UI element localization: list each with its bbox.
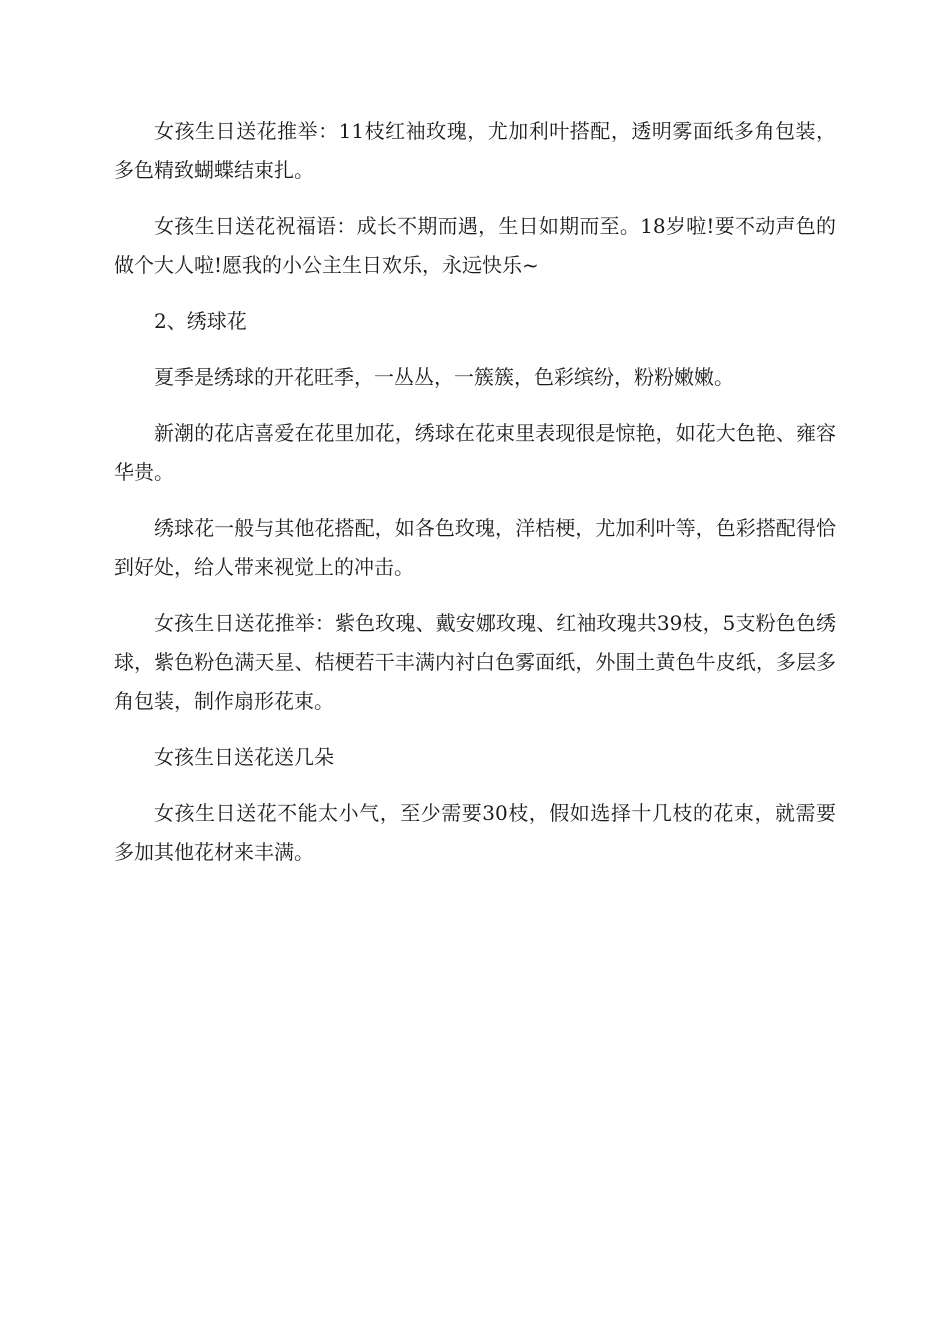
paragraph-rose-recommendation: 女孩生日送花推举：11枝红袖玫瑰，尤加利叶搭配，透明雾面纸多角包装，多色精致蝴蝶结束扎。 — [114, 119, 836, 182]
paragraph-hydrangea-season: 夏季是绣球的开花旺季，一丛丛，一簇簇，色彩缤纷，粉粉嫩嫩。 — [154, 365, 734, 389]
paragraph-how-many-flowers: 女孩生日送花不能太小气，至少需要30枝，假如选择十几枝的花束，就需要多加其他花材来丰满。 — [114, 801, 836, 864]
section-heading-hydrangea: 2、绣球花 — [154, 309, 247, 333]
paragraph-hydrangea-pairing: 绣球花一般与其他花搭配，如各色玫瑰，洋桔梗，尤加利叶等，色彩搭配得恰到好处，给人带来视觉上的冲击。 — [114, 516, 836, 579]
paragraph-hydrangea-recommendation: 女孩生日送花推举：紫色玫瑰、戴安娜玫瑰、红袖玫瑰共39枝，5支粉色色绣球，紫色粉色满天星、桔梗若干丰满内衬白色雾面纸，外围土黄色牛皮纸，多层多角包装，制作扇形花束。 — [114, 611, 836, 713]
document-body — [114, 112, 836, 872]
paragraph-birthday-wishes: 女孩生日送花祝福语：成长不期而遇，生日如期而至。18岁啦!要不动声色的做个大人啦!愿我的小公主生日欢乐，永远快乐~ — [114, 214, 836, 277]
paragraph-how-many-flowers-heading: 女孩生日送花送几朵 — [154, 745, 334, 769]
paragraph-hydrangea-florist: 新潮的花店喜爱在花里加花，绣球在花束里表现很是惊艳，如花大色艳、雍容华贵。 — [114, 421, 836, 484]
